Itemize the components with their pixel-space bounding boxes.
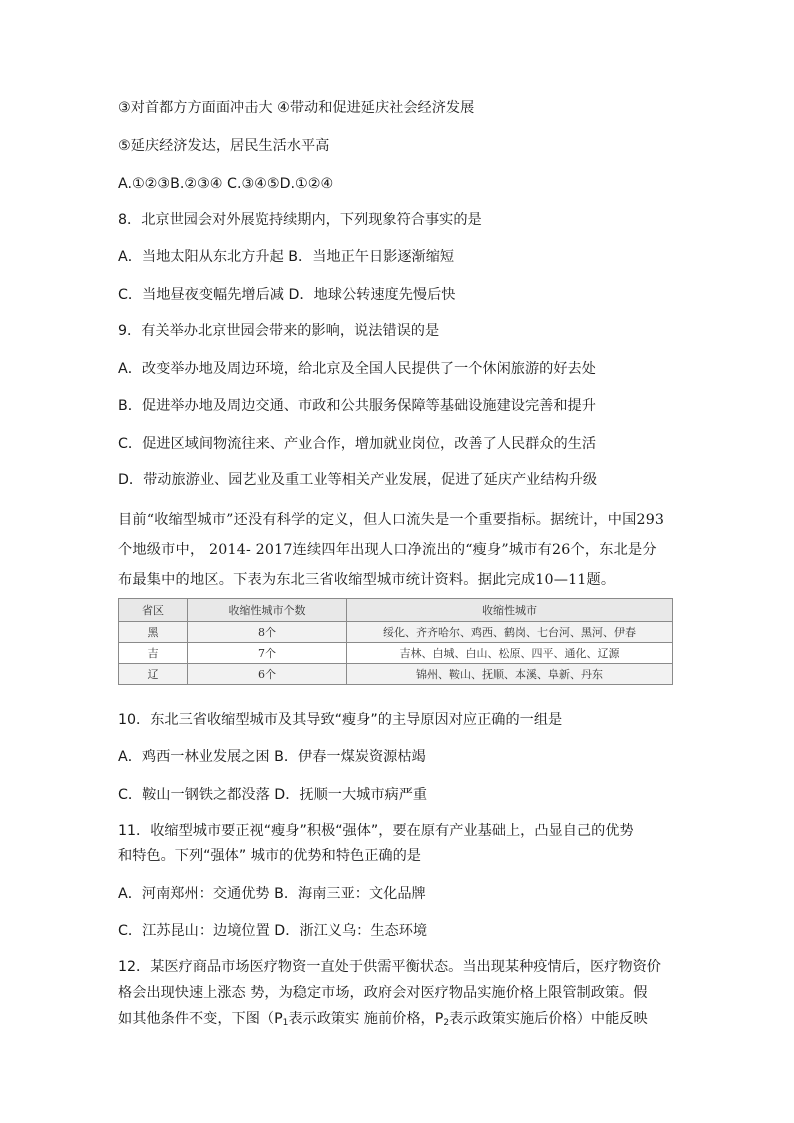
question-9-option-a: A．改变举办地及周边环境，给北京及全国人民提供了一个休闲旅游的好去处 — [118, 361, 596, 377]
shrinking-city-table — [118, 598, 673, 685]
intro-line-3: 布最集中的地区。下表为东北三省收缩型城市统计资料。据此完成10—11题。 — [118, 572, 616, 588]
question-9-stem: 9．有关举办北京世园会带来的影响，说法错误的是 — [118, 323, 440, 339]
question-11-options-ab: A．河南郑州：交通优势 B．海南三亚：文化品牌 — [118, 886, 426, 902]
q12-text-post: 表示政策实施后价格）中能反映 — [449, 1011, 648, 1027]
table-header-cell: 收缩性城市个数 — [188, 599, 347, 622]
option-line-5: ⑤延庆经济发达，居民生活水平高 — [118, 138, 330, 154]
q12-text-pre: 如其他条件不变，下图（P — [118, 1011, 283, 1027]
question-8-options-ab: A．当地太阳从东北方升起 B．当地正午日影逐渐缩短 — [118, 249, 455, 265]
intro-line-1: 目前“收缩型城市”还没有科学的定义，但人口流失是一个重要指标。据统计，中国293 — [118, 512, 665, 528]
question-9-option-b: B．促进举办地及周边交通、市政和公共服务保障等基础设施建设完善和提升 — [118, 398, 596, 414]
question-10-stem: 10．东北三省收缩型城市及其导致“瘦身”的主导原因对应正确的一组是 — [118, 712, 563, 728]
table-cell-cities: 绥化、齐齐哈尔、鸡西、鹤岗、七台河、黑河、伊春 — [347, 622, 673, 643]
p2-subscript: 2 — [443, 1018, 450, 1028]
answer-choices-line: A.①②③B.②③④ C.③④⑤D.①②④ — [118, 176, 334, 192]
table-cell-province: 黑 — [119, 622, 188, 643]
table-header-cell: 省区 — [119, 599, 188, 622]
table-cell-count: 8个 — [188, 622, 347, 643]
table-row — [119, 643, 673, 664]
intro-line-2: 个地级市中， 2014- 2017连续四年出现人口净流出的“瘦身”城市有26个，东北是分 — [118, 542, 657, 558]
table-cell-count: 7个 — [188, 643, 347, 664]
question-8-stem: 8．北京世园会对外展览持续期内，下列现象符合事实的是 — [118, 212, 482, 228]
question-9-option-d: D．带动旅游业、园艺业及重工业等相关产业发展，促进了延庆产业结构升级 — [118, 472, 598, 488]
question-9-option-c: C．促进区域间物流往来、产业合作，增加就业岗位，改善了人民群众的生活 — [118, 436, 597, 452]
table-row — [119, 622, 673, 643]
question-11-stem-line-2: 和特色。下列“强体” 城市的优势和特色正确的是 — [118, 848, 421, 864]
table-cell-province: 辽 — [119, 664, 188, 685]
question-8-options-cd: C．当地昼夜变幅先增后减 D．地球公转速度先慢后快 — [118, 287, 456, 303]
table-cell-cities: 吉林、白城、白山、松原、四平、通化、辽源 — [347, 643, 673, 664]
table-cell-count: 6个 — [188, 664, 347, 685]
table-cell-cities: 锦州、鞍山、抚顺、本溪、阜新、丹东 — [347, 664, 673, 685]
table-header-row — [119, 599, 673, 622]
question-11-stem-line-1: 11．收缩型城市要正视“瘦身”积极“强体”，要在原有产业基础上，凸显自己的优势 — [118, 823, 634, 839]
table-cell-province: 吉 — [119, 643, 188, 664]
table-header-cell: 收缩性城市 — [347, 599, 673, 622]
question-12-stem-line-3 — [118, 1009, 648, 1033]
q12-text-mid: 表示政策实 施前价格，P — [288, 1011, 444, 1027]
question-11-options-cd: C．江苏昆山：边境位置 D．浙江义乌：生态环境 — [118, 923, 428, 939]
question-10-options-ab: A．鸡西一林业发展之困 B．伊春一煤炭资源枯竭 — [118, 749, 426, 765]
option-line-3-4: ③对首都方方面面冲击大 ④带动和促进延庆社会经济发展 — [118, 100, 475, 116]
question-12-stem-line-1: 12．某医疗商品市场医疗物资一直处于供需平衡状态。当出现某种疫情后，医疗物资价 — [118, 959, 661, 975]
question-10-options-cd: C．鞍山一钢铁之都没落 D．抚顺一大城市病严重 — [118, 787, 428, 803]
p1-subscript: 1 — [282, 1018, 289, 1028]
table-row — [119, 664, 673, 685]
question-12-stem-line-2: 格会出现快速上涨态 势，为稳定市场，政府会对医疗物品实施价格上限管制政策。假 — [118, 985, 648, 1001]
shrinking-city-intro — [118, 505, 678, 595]
